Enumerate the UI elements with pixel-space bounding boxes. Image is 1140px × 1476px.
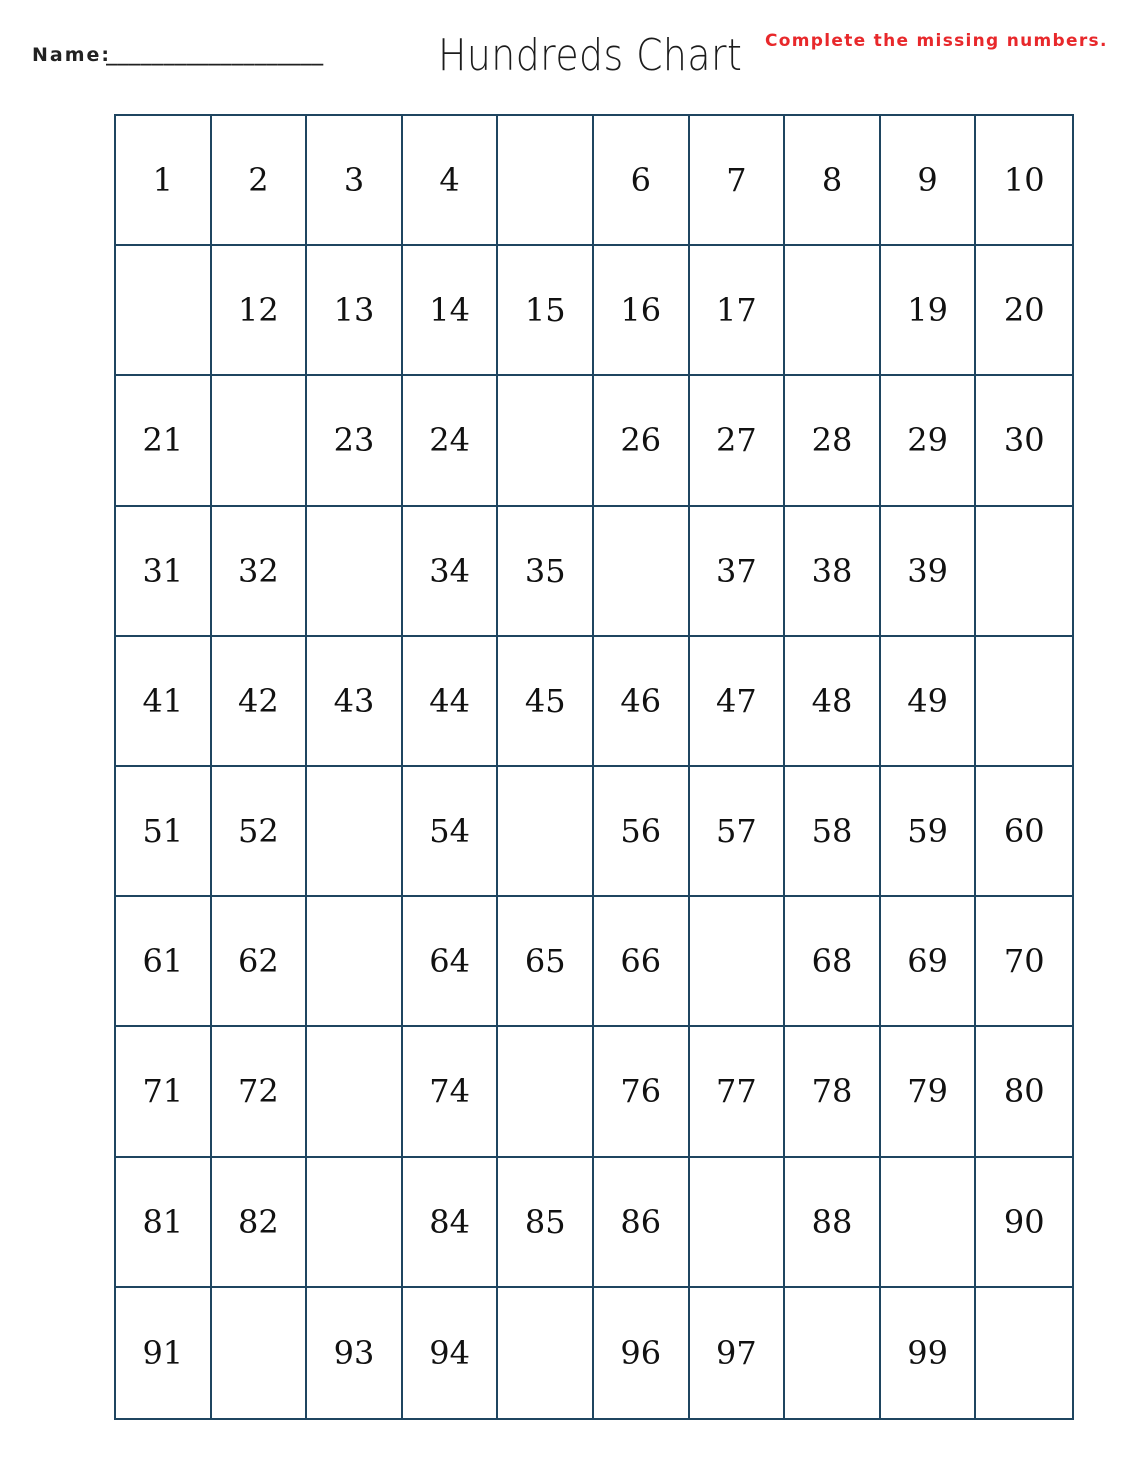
chart-cell-blank[interactable] bbox=[212, 376, 308, 506]
chart-cell: 96 bbox=[594, 1288, 690, 1418]
chart-cell: 6 bbox=[594, 116, 690, 246]
chart-cell: 54 bbox=[403, 767, 499, 897]
chart-cell: 2 bbox=[212, 116, 308, 246]
chart-cell: 79 bbox=[881, 1027, 977, 1157]
chart-cell-blank[interactable] bbox=[307, 1158, 403, 1288]
chart-cell: 90 bbox=[976, 1158, 1072, 1288]
chart-cell: 45 bbox=[498, 637, 594, 767]
chart-cell: 39 bbox=[881, 507, 977, 637]
chart-cell: 42 bbox=[212, 637, 308, 767]
chart-cell: 65 bbox=[498, 897, 594, 1027]
chart-cell-blank[interactable] bbox=[307, 507, 403, 637]
name-label: Name: bbox=[32, 44, 112, 66]
chart-cell-blank[interactable] bbox=[498, 1027, 594, 1157]
chart-cell: 81 bbox=[116, 1158, 212, 1288]
chart-cell: 49 bbox=[881, 637, 977, 767]
chart-cell: 86 bbox=[594, 1158, 690, 1288]
chart-cell: 8 bbox=[785, 116, 881, 246]
chart-cell: 64 bbox=[403, 897, 499, 1027]
chart-cell: 21 bbox=[116, 376, 212, 506]
chart-cell: 15 bbox=[498, 246, 594, 376]
chart-cell: 30 bbox=[976, 376, 1072, 506]
chart-cell: 84 bbox=[403, 1158, 499, 1288]
chart-cell: 43 bbox=[307, 637, 403, 767]
chart-cell: 91 bbox=[116, 1288, 212, 1418]
chart-cell: 52 bbox=[212, 767, 308, 897]
chart-cell: 76 bbox=[594, 1027, 690, 1157]
chart-cell-blank[interactable] bbox=[690, 897, 786, 1027]
chart-cell: 71 bbox=[116, 1027, 212, 1157]
chart-cell: 69 bbox=[881, 897, 977, 1027]
chart-cell-blank[interactable] bbox=[976, 637, 1072, 767]
chart-cell: 78 bbox=[785, 1027, 881, 1157]
chart-cell: 19 bbox=[881, 246, 977, 376]
chart-cell: 85 bbox=[498, 1158, 594, 1288]
chart-cell: 13 bbox=[307, 246, 403, 376]
chart-cell: 74 bbox=[403, 1027, 499, 1157]
chart-cell: 59 bbox=[881, 767, 977, 897]
chart-cell-blank[interactable] bbox=[785, 1288, 881, 1418]
chart-cell-blank[interactable] bbox=[881, 1158, 977, 1288]
page-title: Hundreds Chart bbox=[438, 30, 743, 81]
chart-cell-blank[interactable] bbox=[307, 897, 403, 1027]
chart-cell: 68 bbox=[785, 897, 881, 1027]
chart-cell: 72 bbox=[212, 1027, 308, 1157]
chart-cell: 77 bbox=[690, 1027, 786, 1157]
chart-cell: 44 bbox=[403, 637, 499, 767]
chart-cell: 70 bbox=[976, 897, 1072, 1027]
hundreds-chart-grid bbox=[114, 114, 1074, 1420]
chart-cell-blank[interactable] bbox=[498, 376, 594, 506]
chart-cell: 99 bbox=[881, 1288, 977, 1418]
chart-cell: 58 bbox=[785, 767, 881, 897]
chart-cell: 51 bbox=[116, 767, 212, 897]
chart-cell: 1 bbox=[116, 116, 212, 246]
chart-cell: 47 bbox=[690, 637, 786, 767]
chart-cell: 66 bbox=[594, 897, 690, 1027]
chart-cell: 93 bbox=[307, 1288, 403, 1418]
chart-cell: 26 bbox=[594, 376, 690, 506]
chart-cell-blank[interactable] bbox=[594, 507, 690, 637]
chart-cell-blank[interactable] bbox=[498, 767, 594, 897]
chart-cell: 41 bbox=[116, 637, 212, 767]
chart-cell: 23 bbox=[307, 376, 403, 506]
chart-cell: 46 bbox=[594, 637, 690, 767]
chart-cell: 28 bbox=[785, 376, 881, 506]
chart-cell-blank[interactable] bbox=[498, 1288, 594, 1418]
chart-cell: 3 bbox=[307, 116, 403, 246]
chart-cell-blank[interactable] bbox=[307, 767, 403, 897]
chart-cell: 57 bbox=[690, 767, 786, 897]
chart-cell: 35 bbox=[498, 507, 594, 637]
chart-cell-blank[interactable] bbox=[498, 116, 594, 246]
chart-cell: 97 bbox=[690, 1288, 786, 1418]
chart-cell: 82 bbox=[212, 1158, 308, 1288]
chart-cell: 12 bbox=[212, 246, 308, 376]
chart-cell: 20 bbox=[976, 246, 1072, 376]
chart-cell: 27 bbox=[690, 376, 786, 506]
chart-cell-blank[interactable] bbox=[976, 507, 1072, 637]
chart-cell: 80 bbox=[976, 1027, 1072, 1157]
chart-cell: 14 bbox=[403, 246, 499, 376]
chart-cell: 61 bbox=[116, 897, 212, 1027]
chart-cell: 62 bbox=[212, 897, 308, 1027]
chart-cell: 94 bbox=[403, 1288, 499, 1418]
chart-cell: 24 bbox=[403, 376, 499, 506]
chart-cell: 29 bbox=[881, 376, 977, 506]
chart-cell: 32 bbox=[212, 507, 308, 637]
chart-cell: 9 bbox=[881, 116, 977, 246]
chart-cell: 88 bbox=[785, 1158, 881, 1288]
chart-cell: 4 bbox=[403, 116, 499, 246]
chart-cell: 16 bbox=[594, 246, 690, 376]
chart-cell: 34 bbox=[403, 507, 499, 637]
chart-cell: 7 bbox=[690, 116, 786, 246]
instruction-text: Complete the missing numbers. bbox=[765, 31, 1108, 51]
chart-cell: 56 bbox=[594, 767, 690, 897]
name-blank-line[interactable]: ___________________ bbox=[106, 44, 324, 66]
chart-cell: 60 bbox=[976, 767, 1072, 897]
chart-cell: 38 bbox=[785, 507, 881, 637]
chart-cell: 10 bbox=[976, 116, 1072, 246]
chart-cell-blank[interactable] bbox=[307, 1027, 403, 1157]
chart-cell-blank[interactable] bbox=[690, 1158, 786, 1288]
chart-cell-blank[interactable] bbox=[976, 1288, 1072, 1418]
chart-cell: 48 bbox=[785, 637, 881, 767]
chart-cell-blank[interactable] bbox=[116, 246, 212, 376]
chart-cell: 31 bbox=[116, 507, 212, 637]
chart-cell: 37 bbox=[690, 507, 786, 637]
chart-cell-blank[interactable] bbox=[212, 1288, 308, 1418]
chart-cell-blank[interactable] bbox=[785, 246, 881, 376]
chart-cell: 17 bbox=[690, 246, 786, 376]
